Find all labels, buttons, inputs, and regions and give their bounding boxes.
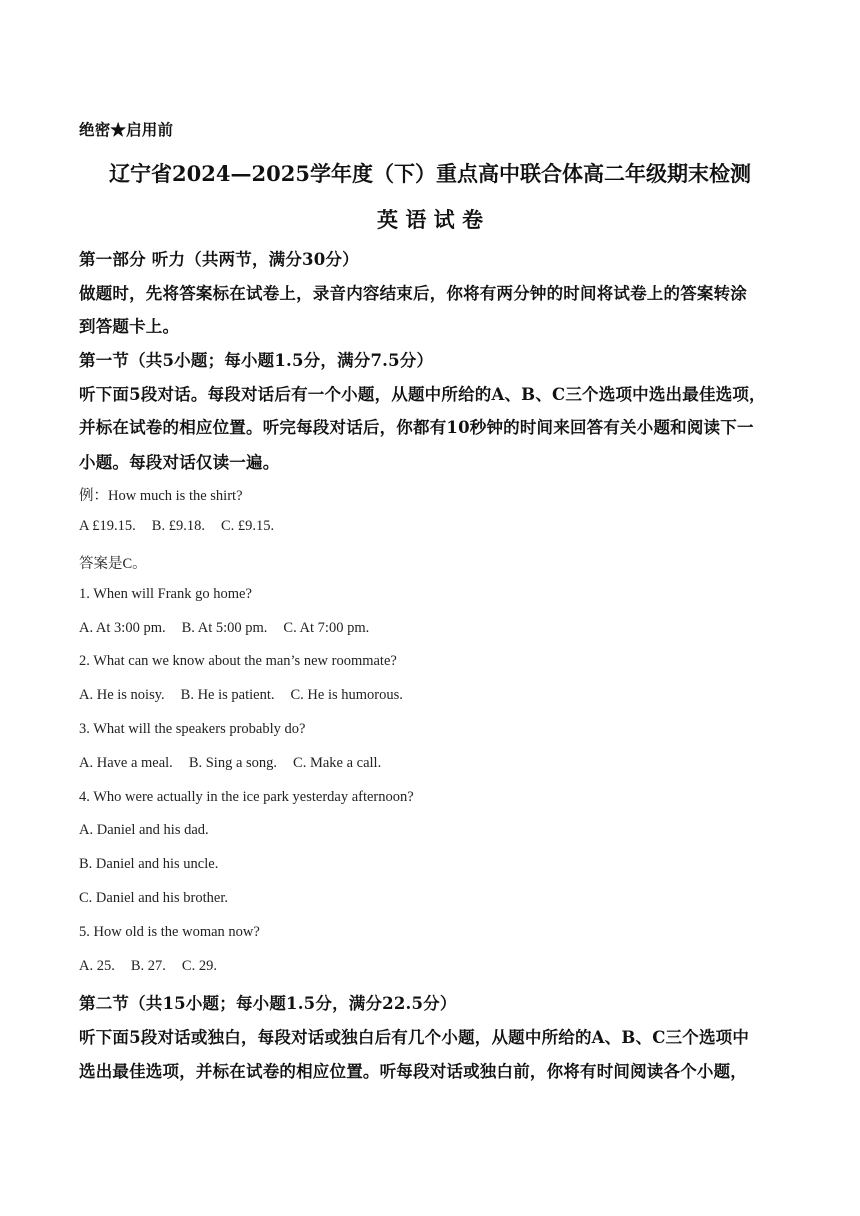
question-4: 4. Who were actually in the ice park yesterday afternoon? xyxy=(79,789,414,805)
section1-instruction-line3: 小题。每段对话仅读一遍。 xyxy=(79,453,280,472)
part1-instruction-line1: 做题时，先将答案标在试卷上，录音内容结束后，你将有两分钟的时间将试卷上的答案转涂 xyxy=(79,284,747,303)
section1-heading: 第一节（共5小题；每小题1.5分，满分7.5分） xyxy=(79,351,434,370)
subject-title: 英 语 试 卷 xyxy=(377,207,483,232)
option-a: A. 25. xyxy=(79,958,115,974)
option-b: B. At 5:00 pm. xyxy=(181,620,268,636)
section1-instruction-line1: 听下面5段对话。每段对话后有一个小题，从题中所给的A、B、C三个选项中选出最佳选项， xyxy=(79,385,766,404)
question-2: 2. What can we know about the man’s new roommate? xyxy=(79,653,397,669)
question-4-option-b: B. Daniel and his uncle. xyxy=(79,856,219,872)
option-a: A. At 3:00 pm. xyxy=(79,620,166,636)
exam-title: 辽宁省2024—2025学年度（下）重点高中联合体高二年级期末检测 xyxy=(109,161,751,186)
example-question: 例：How much is the shirt? xyxy=(79,488,243,504)
example-answer: 答案是C。 xyxy=(79,556,147,572)
option-a: A. He is noisy. xyxy=(79,687,165,703)
part1-instruction-line2: 到答题卡上。 xyxy=(79,317,180,336)
question-5-options xyxy=(79,958,217,975)
option-c: C. He is humorous. xyxy=(290,687,403,703)
option-a: A. Have a meal. xyxy=(79,755,173,771)
section2-instruction-line2: 选出最佳选项，并标在试卷的相应位置。听每段对话或独白前，你将有时间阅读各个小题， xyxy=(79,1062,747,1081)
section2-heading: 第二节（共15小题；每小题1.5分，满分22.5分） xyxy=(79,994,457,1013)
option-b: B. £9.18. xyxy=(151,518,205,534)
question-4-option-c: C. Daniel and his brother. xyxy=(79,890,229,906)
confidential-label: 绝密★启用前 xyxy=(79,120,174,139)
question-5: 5. How old is the woman now? xyxy=(79,924,260,940)
option-a: A £19.15. xyxy=(79,518,136,534)
question-3-options xyxy=(79,755,381,772)
question-4-option-a: A. Daniel and his dad. xyxy=(79,822,209,838)
option-b: B. He is patient. xyxy=(180,687,275,703)
option-c: C. 29. xyxy=(181,958,217,974)
section1-instruction-line2: 并标在试卷的相应位置。听完每段对话后，你都有10秒钟的时间来回答有关小题和阅读下一 xyxy=(79,418,754,437)
option-b: B. 27. xyxy=(130,958,166,974)
question-1-options xyxy=(79,620,369,637)
question-2-options xyxy=(79,687,403,704)
question-1: 1. When will Frank go home? xyxy=(79,586,252,602)
option-c: C. Make a call. xyxy=(293,755,382,771)
part1-heading: 第一部分 听力（共两节，满分30分） xyxy=(79,250,359,269)
option-b: B. Sing a song. xyxy=(188,755,278,771)
question-3: 3. What will the speakers probably do? xyxy=(79,721,306,737)
option-c: C. £9.15. xyxy=(220,518,275,534)
option-c: C. At 7:00 pm. xyxy=(283,620,370,636)
example-options xyxy=(79,518,274,535)
section2-instruction-line1: 听下面5段对话或独白，每段对话或独白后有几个小题，从题中所给的A、B、C三个选项中 xyxy=(79,1028,750,1047)
